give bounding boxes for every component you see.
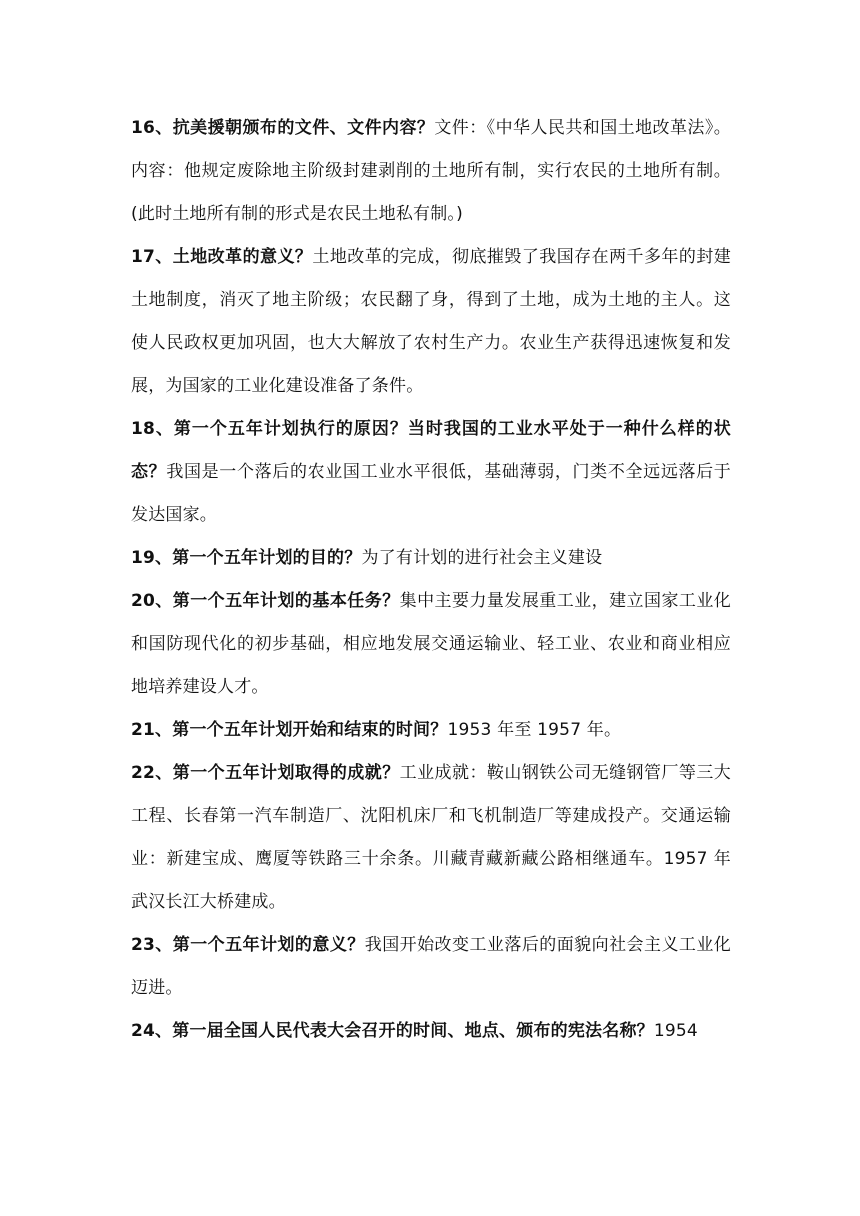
qa-item-16	[131, 107, 731, 236]
answer-24: 1954	[653, 1021, 698, 1041]
qa-item-17	[131, 236, 731, 408]
answer-23: 我国开始改变工业落后的面貌向社会主义工业化迈进。	[131, 935, 731, 998]
qa-item-22	[131, 752, 731, 924]
question-18: 18、第一个五年计划执行的原因？当时我国的工业水平处于一种什么样的状态？	[131, 419, 731, 482]
qa-item-24	[131, 1010, 731, 1053]
question-17: 17、土地改革的意义？	[131, 247, 313, 267]
answer-19: 为了有计划的进行社会主义建设	[361, 548, 603, 568]
answer-17: 土地改革的完成，彻底摧毁了我国存在两千多年的封建土地制度，消灭了地主阶级；农民翻了身，得到了土地，成为土地的主人。这使人民政权更加巩固，也大大解放了农村生产力。农业生产获得迅速恢复和发展，为国家的工业化建设准备了条件。	[131, 247, 731, 396]
question-20: 20、第一个五年计划的基本任务？	[131, 591, 400, 611]
answer-18: 我国是一个落后的农业国工业水平很低，基础薄弱，门类不全远远落后于发达国家。	[131, 462, 731, 525]
answer-22: 工业成就：鞍山钢铁公司无缝钢管厂等三大工程、长春第一汽车制造厂、沈阳机床厂和飞机制造厂等建成投产。交通运输业：新建宝成、鹰厦等铁路三十余条。川藏青藏新藏公路相继通车。1957 年武汉长江大桥建成。	[131, 763, 731, 912]
question-24: 24、第一届全国人民代表大会召开的时间、地点、颁布的宪法名称？	[131, 1021, 654, 1041]
answer-21: 1953 年至 1957 年。	[447, 720, 622, 740]
document-content	[131, 107, 731, 1053]
question-19: 19、第一个五年计划的目的？	[131, 548, 362, 568]
question-21: 21、第一个五年计划开始和结束的时间？	[131, 720, 448, 740]
qa-item-21	[131, 709, 731, 752]
qa-item-23	[131, 924, 731, 1010]
answer-20: 集中主要力量发展重工业，建立国家工业化和国防现代化的初步基础，相应地发展交通运输业、轻工业、农业和商业相应地培养建设人才。	[131, 591, 731, 697]
question-16: 16、抗美援朝颁布的文件、文件内容？	[131, 118, 435, 138]
qa-item-18	[131, 408, 731, 537]
question-23: 23、第一个五年计划的意义？	[131, 935, 365, 955]
answer-16: 文件：《中华人民共和国土地改革法》。内容：他规定废除地主阶级封建剥削的土地所有制，实行农民的土地所有制。(此时土地所有制的形式是农民土地私有制。)	[131, 118, 731, 224]
qa-item-19	[131, 537, 731, 580]
question-22: 22、第一个五年计划取得的成就？	[131, 763, 400, 783]
qa-item-20	[131, 580, 731, 709]
